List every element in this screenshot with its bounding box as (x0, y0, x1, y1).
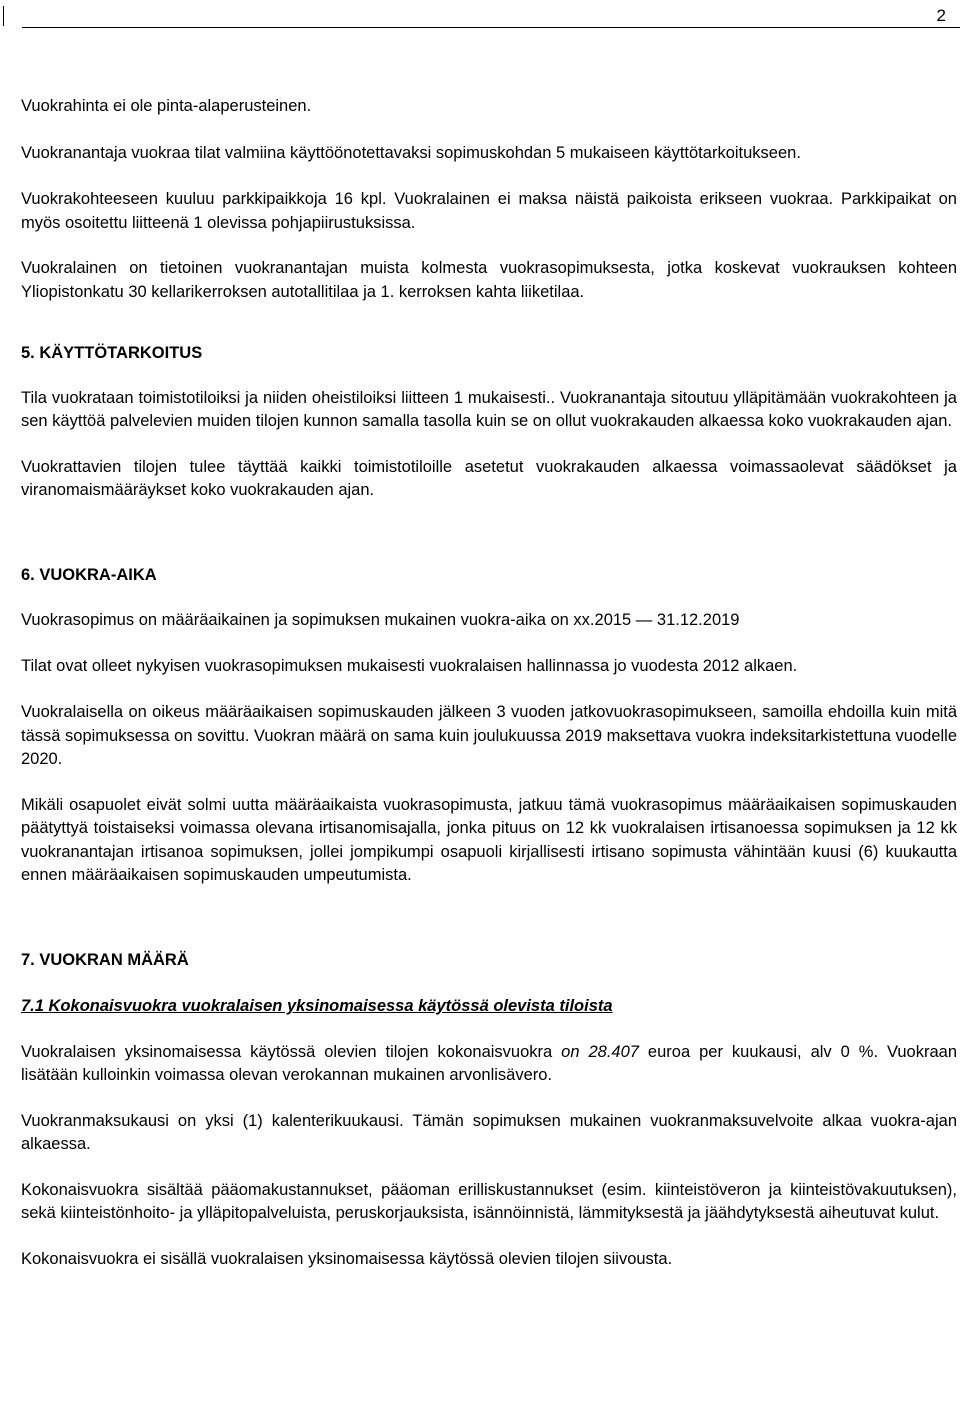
rent-text-before: Vuokralaisen yksinomaisessa käytössä olevien tilojen kokonaisvuokra (21, 1042, 562, 1061)
section-5-paragraph-use: Tila vuokrataan toimistotiloiksi ja niiden oheistiloiksi liitteen 1 mukaisesti.. Vuokranantaja sitoutuu ylläpitämään vuokrakohteen ja sen käyttöä palvelevien muiden tilojen kunnon samalla tasolla kuin se on ollut vuokrakauden alkaessa koko vuokrakauden ajan. (21, 388, 957, 430)
paragraph-parking: Vuokrakohteeseen kuuluu parkkipaikkoja 16 kpl. Vuokralainen ei maksa näistä paikoista erikseen vuokraa. Parkkipaikat on myös osoitettu liitteenä 1 olevissa pohjapiirustuksissa. (21, 190, 957, 232)
section-6-heading: 6. VUOKRA-AIKA (21, 565, 157, 584)
header-rule (22, 27, 960, 28)
section-7-paragraph-total-rent (21, 1041, 957, 1088)
section-5-paragraph-regulations: Vuokrattavien tilojen tulee täyttää kaikki toimistotiloille asetetut vuokrakauden alkaessa voimassaolevat säädökset ja viranomaismääräykset koko vuokrakauden ajan. (21, 457, 957, 499)
section-7-paragraph-included-costs: Kokonaisvuokra sisältää pääomakustannukset, pääoman erilliskustannukset (esim. kiinteistöveron ja kiinteistövakuutuksen), sekä kiinteistönhoito- ja ylläpitopalveluista, peruskorjauksista, isännöinnistä, lämmityksestä ja jäähdytyksestä aiheutuvat kulut. (21, 1180, 957, 1222)
section-7-1-subheading: 7.1 Kokonaisvuokra vuokralaisen yksinomaisessa käytössä olevista tiloista (21, 997, 613, 1015)
section-5-heading: 5. KÄYTTÖTARKOITUS (21, 344, 203, 362)
page-number: 2 (936, 6, 946, 25)
paragraph-other-agreements: Vuokralainen on tietoinen vuokranantajan muista kolmesta vuokrasopimuksesta, jotka koskevat vuokrauksen kohteen Yliopistonkatu 30 kellarikerroksen autotallitilaa ja 1. kerroksen kahta liiketilaa. (21, 259, 957, 301)
paragraph-premises-readiness: Vuokranantaja vuokraa tilat valmiina käyttöönotettavaksi sopimuskohdan 5 mukaiseen käyttötarkoitukseen. (21, 143, 801, 162)
section-6-paragraph-history: Tilat ovat olleet nykyisen vuokrasopimuksen mukaisesti vuokralaisen hallinnassa jo vuodesta 2012 alkaen. (21, 656, 798, 675)
section-6-paragraph-termination: Mikäli osapuolet eivät solmi uutta määräaikaista vuokrasopimusta, jatkuu tämä vuokrasopimus määräaikaisen sopimuskauden päätyttyä toistaiseksi voimassa olevana irtisanomisajalla, jonka pituus on 12 kk vuokralaisen irtisanoessa sopimuksen ja 12 kk vuokranantajan irtisanoa sopimuksen, jollei jompikumpi osapuoli kirjallisesti irtisano sopimusta vähintään kuusi (6) kuukautta ennen määräaikaisen sopimuskauden umpeutumista. (21, 795, 957, 884)
section-6-paragraph-term: Vuokrasopimus on määräaikainen ja sopimuksen mukainen vuokra-aika on xx.2015 — 31.12.2019 (21, 611, 740, 629)
margin-mark (3, 6, 4, 26)
section-7-paragraph-cleaning: Kokonaisvuokra ei sisällä vuokralaisen yksinomaisessa käytössä olevien tilojen siivousta. (21, 1249, 673, 1268)
section-6-paragraph-extension: Vuokralaisella on oikeus määräaikaisen sopimuskauden jälkeen 3 vuoden jatkovuokrasopimukseen, samoilla ehdoilla kuin mitä tässä sopimuksessa on sovittu. Vuokran määrä on sama kuin joulukuussa 2019 maksettava vuokra indeksitarkistettuna vuodelle 2020. (21, 703, 957, 768)
section-7-paragraph-payment-period: Vuokranmaksukausi on yksi (1) kalenterikuukausi. Tämän sopimuksen mukainen vuokranmaksuvelvoite alkaa vuokra-ajan alkaessa. (21, 1111, 957, 1153)
paragraph-rent-basis: Vuokrahinta ei ole pinta-alaperusteinen. (21, 97, 312, 115)
rent-amount: on 28.407 (561, 1042, 639, 1061)
section-7-heading: 7. VUOKRAN MÄÄRÄ (21, 950, 189, 969)
rent-text-after: euroa per kuukausi, alv 0 %. Vuokraan lisätään kulloinkin voimassa olevan verokannan mukainen arvonlisävero. (21, 1042, 958, 1084)
document-body (21, 95, 957, 1271)
